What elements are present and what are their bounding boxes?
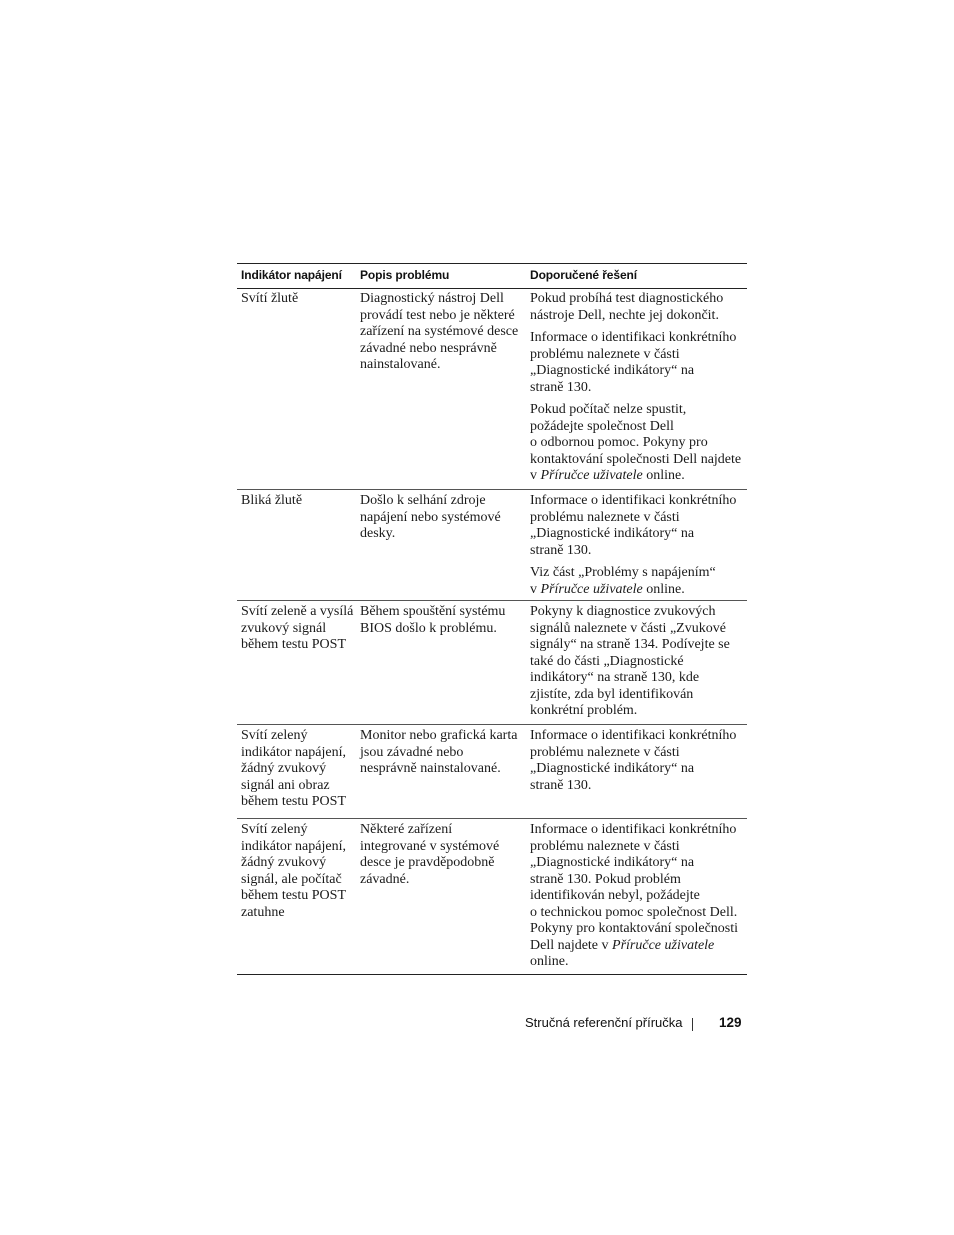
solution-text: v Příručce uživatele online. xyxy=(530,581,685,597)
solution-text: kontaktování společnosti Dell najdete xyxy=(530,451,742,467)
description-text: závadné nebo nesprávně xyxy=(360,340,497,356)
indicator-text: indikátor napájení, xyxy=(241,838,346,854)
table-row xyxy=(237,291,747,490)
description-text: nesprávně nainstalované. xyxy=(360,761,501,776)
indicator-text: signál, ale počítač xyxy=(241,871,342,887)
description-text: Některé zařízení xyxy=(360,822,453,837)
solution-text: problému naleznete v části xyxy=(530,744,680,760)
solution-text: identifikován nebyl, požádejte xyxy=(530,888,700,903)
indicator-cell xyxy=(241,493,357,510)
indicator-text: během testu POST xyxy=(241,637,346,652)
description-text: závadné. xyxy=(360,871,410,887)
indicator-text: Svítí zelený xyxy=(241,822,308,837)
description-text: napájení nebo systémové xyxy=(360,509,501,525)
solution-text: Viz část „Problémy s napájením“ xyxy=(530,565,716,580)
description-text: zařízení na systémové desce xyxy=(360,324,519,339)
solution-text: zjistíte, zda byl identifikován xyxy=(530,686,694,702)
table-header-rule xyxy=(237,288,747,289)
table-row xyxy=(237,728,747,819)
solution-paragraph xyxy=(530,330,744,396)
indicator-text: žádný zvukový xyxy=(241,761,327,776)
solution-paragraph xyxy=(530,728,744,794)
solution-text: Informace o identifikaci konkrétního xyxy=(530,330,737,345)
solution-text: Dell najdete v Příručce uživatele xyxy=(530,937,715,953)
page-number: 129 xyxy=(719,1015,742,1030)
indicator-cell xyxy=(241,291,357,308)
indicator-cell xyxy=(241,728,357,811)
solution-text: problému naleznete v části xyxy=(530,346,680,362)
solution-text: také do části „Diagnostické xyxy=(530,653,684,669)
indicator-text: Svítí žlutě xyxy=(241,291,299,306)
description-text: Během spouštění systému xyxy=(360,604,506,619)
solution-text: „Diagnostické indikátory“ na xyxy=(530,761,695,776)
indicator-text: během testu POST xyxy=(241,794,346,809)
solution-text: straně 130. xyxy=(530,777,592,793)
description-text: nainstalované. xyxy=(360,357,441,372)
indicator-cell xyxy=(241,604,357,654)
description-text: provádí test nebo je některé xyxy=(360,307,515,323)
solution-text: Pokud probíhá test diagnostického xyxy=(530,291,724,306)
solution-paragraph xyxy=(530,402,744,485)
table-row xyxy=(237,822,747,975)
solution-text: Informace o identifikaci konkrétního xyxy=(530,728,737,743)
solution-cell xyxy=(530,604,744,720)
description-cell xyxy=(360,493,526,543)
solution-text: v Příručce uživatele online. xyxy=(530,468,685,483)
description-cell xyxy=(360,822,526,888)
solution-text: online. xyxy=(530,954,569,969)
table-row xyxy=(237,604,747,725)
description-text: Došlo k selhání zdroje xyxy=(360,493,486,508)
solution-text: nástroje Dell, nechte jej dokončit. xyxy=(530,307,719,323)
solution-text: Informace o identifikaci konkrétního xyxy=(530,822,737,837)
solution-text: problému naleznete v části xyxy=(530,838,680,854)
indicator-text: zvukový signál xyxy=(241,620,327,636)
solution-paragraph xyxy=(530,604,744,720)
solution-paragraph xyxy=(530,291,744,324)
solution-cell xyxy=(530,728,744,794)
solution-text: signály“ na straně 134. Podívejte se xyxy=(530,637,730,652)
footer-guide-title: Stručná referenční příručka xyxy=(525,1015,683,1030)
solution-text: problému naleznete v části xyxy=(530,509,680,525)
footer-separator xyxy=(692,1018,693,1031)
solution-text: Informace o identifikaci konkrétního xyxy=(530,493,737,508)
solution-text: „Diagnostické indikátory“ na xyxy=(530,855,695,870)
indicator-cell xyxy=(241,822,357,921)
description-cell xyxy=(360,291,526,374)
description-text: Monitor nebo grafická karta xyxy=(360,728,518,743)
description-text: BIOS došlo k problému. xyxy=(360,620,497,636)
solution-paragraph xyxy=(530,493,744,559)
solution-text: „Diagnostické indikátory“ na xyxy=(530,526,695,541)
indicator-text: zatuhne xyxy=(241,904,285,920)
solution-text: o technickou pomoc společnost Dell. xyxy=(530,904,738,920)
solution-text: Pokyny pro kontaktování společnosti xyxy=(530,921,739,936)
description-text: desce je pravděpodobně xyxy=(360,855,495,870)
solution-text: straně 130. Pokud problém xyxy=(530,871,681,887)
description-cell xyxy=(360,728,526,778)
solution-cell xyxy=(530,291,744,485)
table-top-rule xyxy=(237,263,747,264)
solution-cell xyxy=(530,822,744,971)
solution-text: indikátory“ na straně 130, kde xyxy=(530,670,700,685)
description-cell xyxy=(360,604,526,637)
indicator-text: Svítí zeleně a vysílá xyxy=(241,604,354,619)
description-text: desky. xyxy=(360,526,396,541)
description-text: jsou závadné nebo xyxy=(360,744,464,760)
indicator-text: během testu POST xyxy=(241,888,346,903)
indicator-text: indikátor napájení, xyxy=(241,744,346,760)
solution-text: Pokud počítač nelze spustit, xyxy=(530,402,687,417)
indicator-text: žádný zvukový xyxy=(241,855,327,870)
solution-text: požádejte společnost Dell xyxy=(530,418,674,434)
solution-text: „Diagnostické indikátory“ na xyxy=(530,363,695,378)
indicator-text: Bliká žlutě xyxy=(241,493,303,508)
header-recommended-solution: Doporučené řešení xyxy=(530,268,637,282)
header-problem-description: Popis problému xyxy=(360,268,450,282)
solution-text: konkrétní problém. xyxy=(530,703,638,718)
table-row xyxy=(237,493,747,601)
solution-text: Pokyny k diagnostice zvukových xyxy=(530,604,716,619)
indicator-text: signál ani obraz xyxy=(241,777,330,793)
solution-text: straně 130. xyxy=(530,379,592,395)
solution-paragraph xyxy=(530,822,744,971)
solution-paragraph xyxy=(530,565,744,598)
solution-text: straně 130. xyxy=(530,542,592,558)
solution-cell xyxy=(530,493,744,598)
description-text: integrované v systémové xyxy=(360,838,500,854)
solution-text: signálů naleznete v části „Zvukové xyxy=(530,620,726,636)
description-text: Diagnostický nástroj Dell xyxy=(360,291,504,306)
solution-text: o odbornou pomoc. Pokyny pro xyxy=(530,435,708,450)
header-power-indicator: Indikátor napájení xyxy=(241,268,342,282)
indicator-text: Svítí zelený xyxy=(241,728,308,743)
